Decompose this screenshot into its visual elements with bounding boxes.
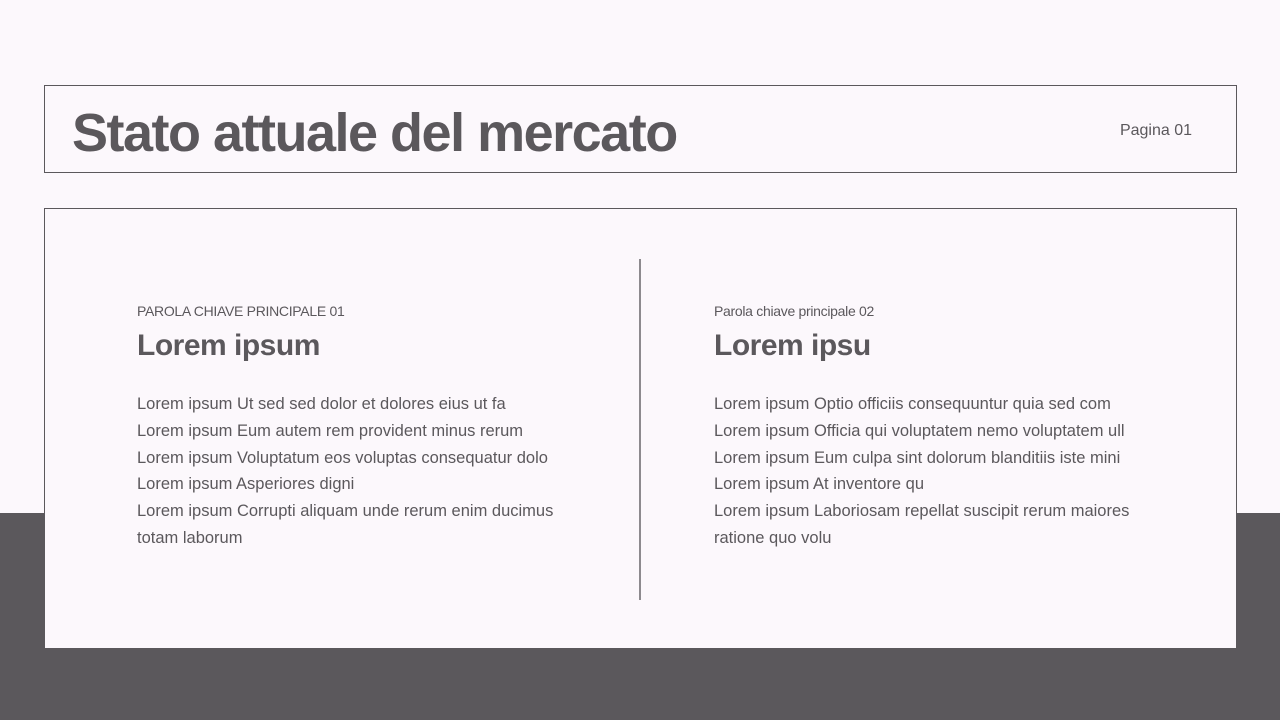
body-line: Lorem ipsum Asperiores digni	[137, 475, 355, 494]
body-text	[714, 391, 1164, 552]
body-line: Lorem ipsum Laboriosam repellat suscipit rerum maiores	[714, 502, 1130, 521]
column-heading: Lorem ipsu	[714, 329, 871, 362]
body-line: Lorem ipsum Eum culpa sint dolorum blanditiis iste mini	[714, 448, 1121, 467]
page-title: Stato attuale del mercato	[72, 103, 677, 163]
keyword-label: PAROLA CHIAVE PRINCIPALE 01	[137, 303, 345, 319]
body-line: Lorem ipsum Eum autem rem provident minus rerum	[137, 421, 524, 440]
body-line: Lorem ipsum Corrupti aliquam unde rerum enim ducimus	[137, 502, 554, 521]
content-panel	[44, 208, 1237, 649]
body-line: Lorem ipsum Ut sed sed dolor et dolores eius ut fa	[137, 395, 506, 413]
column-left	[137, 303, 587, 552]
body-line: totam laborum	[137, 528, 243, 547]
body-line: Lorem ipsum Optio officiis consequuntur quia sed com	[714, 395, 1111, 413]
body-line: Lorem ipsum Voluptatum eos voluptas consequatur dolo	[137, 448, 548, 467]
body-text	[137, 391, 587, 552]
column-heading: Lorem ipsum	[137, 329, 320, 362]
body-line: Lorem ipsum At inventore qu	[714, 475, 925, 494]
body-line: Lorem ipsum Officia qui voluptatem nemo voluptatem ull	[714, 421, 1125, 440]
page-number: Pagina 01	[1119, 122, 1192, 139]
title-bar	[44, 85, 1237, 173]
keyword-label: Parola chiave principale 02	[714, 303, 875, 319]
body-line: ratione quo volu	[714, 528, 832, 547]
column-right	[714, 303, 1164, 552]
column-divider	[639, 259, 641, 600]
